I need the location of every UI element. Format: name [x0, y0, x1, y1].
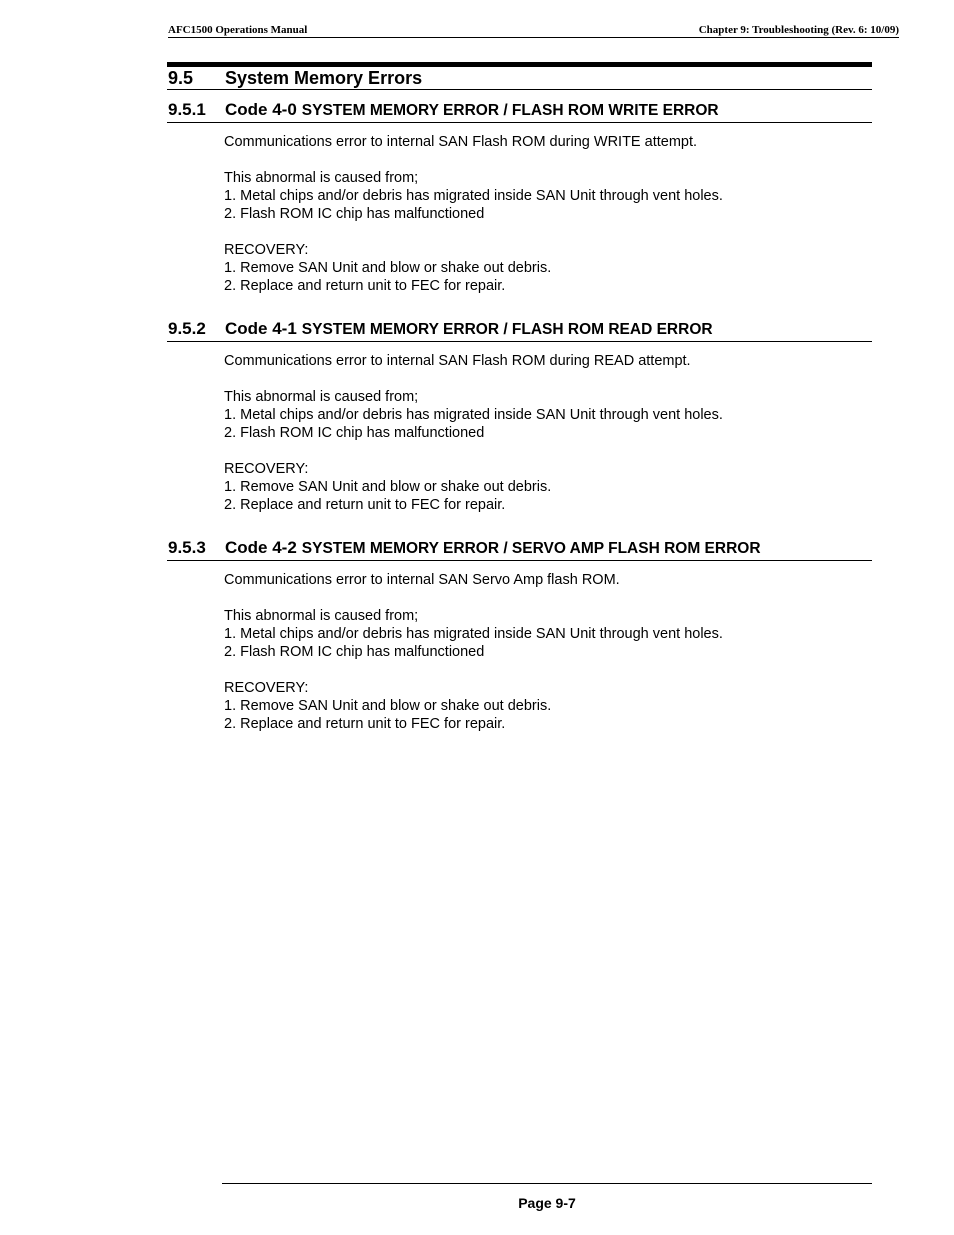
description: Communications error to internal SAN Flash ROM during READ attempt.: [224, 353, 691, 369]
subsection-body: [167, 123, 872, 295]
subsection-9-5-3: [167, 536, 872, 733]
causes-block: [224, 388, 872, 442]
subsection-heading: [167, 317, 872, 342]
description: Communications error to internal SAN Flash ROM during WRITE attempt.: [224, 134, 698, 150]
subsection-title: SYSTEM MEMORY ERROR / FLASH ROM READ ERROR: [301, 321, 713, 338]
recovery-item: 2. Replace and return unit to FEC for repair.: [224, 278, 506, 294]
error-code: Code 4-1: [225, 319, 297, 338]
subsection-title: SYSTEM MEMORY ERROR / SERVO AMP FLASH ROM ERROR: [301, 540, 761, 557]
chapter-title: Chapter 9: Troubleshooting (Rev. 6: 10/09): [698, 24, 899, 36]
cause-item: 1. Metal chips and/or debris has migrated inside SAN Unit through vent holes.: [224, 626, 723, 642]
recovery-label: RECOVERY:: [224, 242, 309, 258]
recovery-item: 2. Replace and return unit to FEC for repair.: [224, 497, 506, 513]
causes-block: [224, 169, 872, 223]
section-title: System Memory Errors: [225, 68, 423, 88]
subsection-number: 9.5.3: [168, 538, 206, 557]
subsection-heading: [167, 536, 872, 561]
cause-intro: This abnormal is caused from;: [224, 389, 419, 405]
page-number: Page 9-7: [518, 1195, 576, 1211]
page-content: [167, 67, 872, 751]
recovery-item: 1. Remove SAN Unit and blow or shake out debris.: [224, 698, 552, 714]
causes-block: [224, 607, 872, 661]
manual-title: AFC1500 Operations Manual: [168, 24, 308, 36]
cause-intro: This abnormal is caused from;: [224, 170, 419, 186]
description: Communications error to internal SAN Servo Amp flash ROM.: [224, 572, 620, 588]
subsection-title: SYSTEM MEMORY ERROR / FLASH ROM WRITE ERROR: [301, 102, 719, 119]
cause-intro: This abnormal is caused from;: [224, 608, 419, 624]
cause-item: 1. Metal chips and/or debris has migrated inside SAN Unit through vent holes.: [224, 407, 723, 423]
error-code: Code 4-2: [225, 538, 297, 557]
cause-item: 2. Flash ROM IC chip has malfunctioned: [224, 425, 485, 441]
recovery-label: RECOVERY:: [224, 680, 309, 696]
recovery-label: RECOVERY:: [224, 461, 309, 477]
recovery-block: [224, 241, 872, 295]
subsection-number: 9.5.1: [168, 100, 206, 119]
section-number: 9.5: [168, 68, 194, 88]
subsection-heading: [167, 98, 872, 123]
cause-item: 1. Metal chips and/or debris has migrated inside SAN Unit through vent holes.: [224, 188, 723, 204]
running-header: [168, 22, 899, 38]
subsection-body: [167, 342, 872, 514]
subsection-9-5-1: [167, 98, 872, 295]
subsection-number: 9.5.2: [168, 319, 206, 338]
recovery-block: [224, 460, 872, 514]
recovery-item: 1. Remove SAN Unit and blow or shake out debris.: [224, 260, 552, 276]
recovery-item: 2. Replace and return unit to FEC for repair.: [224, 716, 506, 732]
subsection-body: [167, 561, 872, 733]
recovery-block: [224, 679, 872, 733]
section-heading: [167, 67, 872, 90]
error-code: Code 4-0: [225, 100, 297, 119]
recovery-item: 1. Remove SAN Unit and blow or shake out debris.: [224, 479, 552, 495]
cause-item: 2. Flash ROM IC chip has malfunctioned: [224, 206, 485, 222]
cause-item: 2. Flash ROM IC chip has malfunctioned: [224, 644, 485, 660]
page-footer: [222, 1183, 872, 1212]
subsection-9-5-2: [167, 317, 872, 514]
